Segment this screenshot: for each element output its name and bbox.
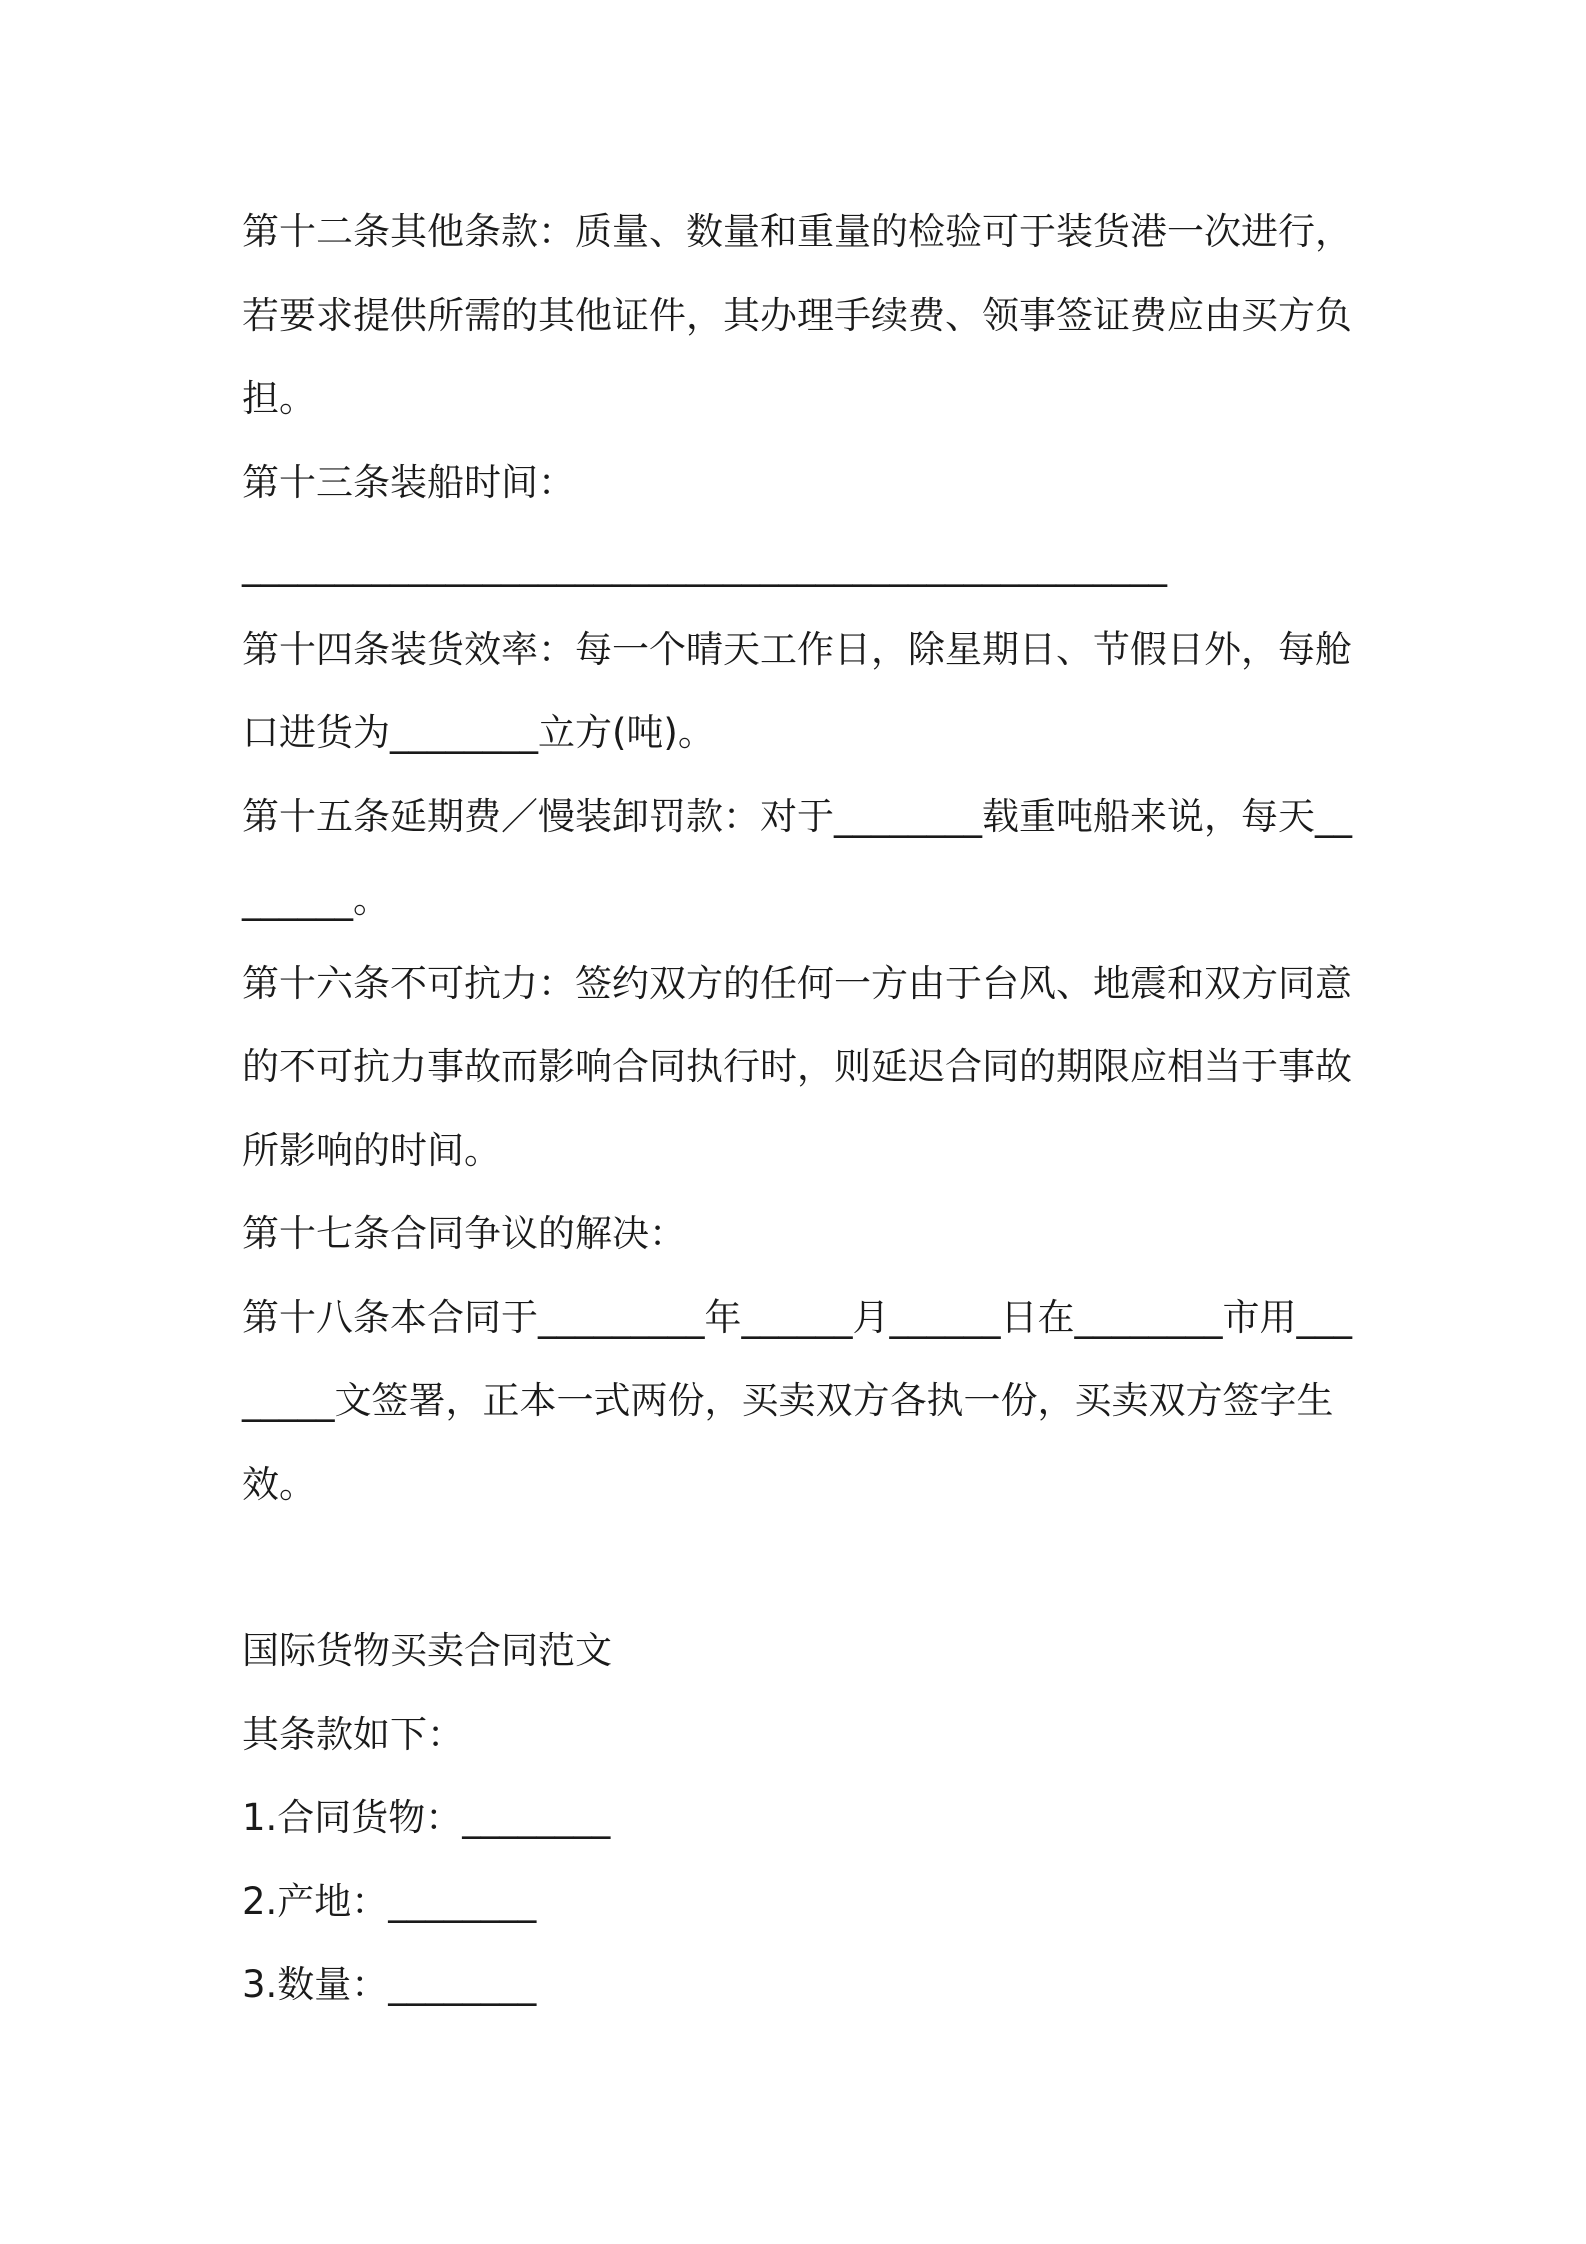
list-item-quantity: 3.数量：________ xyxy=(242,1963,537,2006)
clause-13: 第十三条装船时间： xyxy=(242,460,575,504)
section-title: 国际货物买卖合同范文 xyxy=(242,1629,612,1672)
list-item-origin: 2.产地：________ xyxy=(242,1879,537,1923)
section-intro: 其条款如下： xyxy=(242,1712,464,1756)
clause-14: 第十四条装货效率：每一个晴天工作日，除星期日、节假日外，每舱口进货为________立方(吨)。 xyxy=(242,627,1352,754)
section-spacer xyxy=(242,1526,1357,1609)
clause-18: 第十八条本合同于_________年______月______日在________市用________文签署，正本一式两份，买卖双方各执一份，买卖双方签字生效。 xyxy=(242,1295,1352,1506)
clause-15: 第十五条延期费／慢装卸罚款：对于________载重吨船来说，每天________。 xyxy=(242,794,1352,921)
list-item-goods: 1.合同货物：________ xyxy=(242,1796,611,1839)
clause-16: 第十六条不可抗力：签约双方的任何一方由于台风、地震和双方同意的不可抗力事故而影响合同执行时，则延迟合同的期限应相当于事故所影响的时间。 xyxy=(242,961,1352,1172)
document-body xyxy=(242,190,1357,2027)
clause-13-blank-line: __________________________________________________ xyxy=(242,544,1167,587)
clause-17: 第十七条合同争议的解决： xyxy=(242,1212,686,1255)
clause-12: 第十二条其他条款：质量、数量和重量的检验可于装货港一次进行，若要求提供所需的其他证件，其办理手续费、领事签证费应由买方负担。 xyxy=(242,210,1352,420)
